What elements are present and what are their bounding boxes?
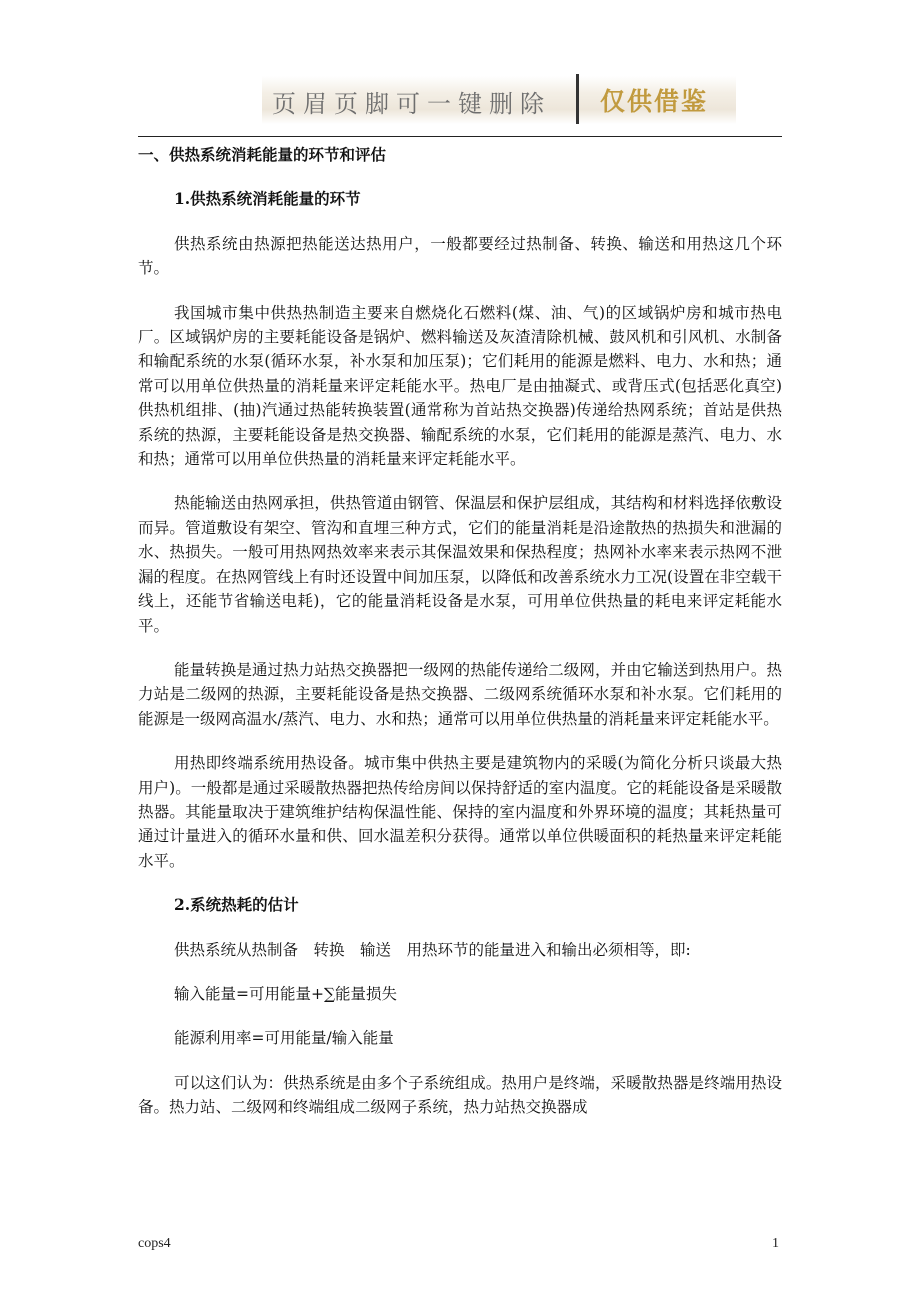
footer-left-text: cops4 — [138, 1236, 171, 1251]
equation-1: 输入能量=可用能量+∑能量损失 — [174, 984, 398, 1003]
header-rule — [138, 136, 782, 137]
paragraph-2: 我国城市集中供热热制造主要来自燃烧化石燃料(煤、油、气)的区域锅炉房和城市热电厂。区域锅炉房的主要耗能设备是锅炉、燃料输送及灰渣清除机械、鼓风机和引风机、水制备和输配系统的水泵(循环水泵，补水泵和加压泵)；它们耗用的能源是燃料、电力、水和热；通常可以用单位供热量的消耗量来评定耗能水平。热电厂是由抽凝式、或背压式(包括恶化真空)供热机组排、(抽)汽通过热能转换装置(通常称为首站热交换器)传递给热网系统；首站是供热系统的热源，主要耗能设备是热交换器、输配系统的水泵，它们耗用的能源是蒸汽、电力、水和热；通常可以用单位供热量的消耗量来评定耗能水平。 — [138, 303, 782, 469]
paragraph-1: 供热系统由热源把热能送达热用户，一般都要经过热制备、转换、输送和用热这几个环节。 — [138, 234, 782, 278]
paragraph-4: 能量转换是通过热力站热交换器把一级网的热能传递给二级网，并由它输送到热用户。热力站是二级网的热源，主要耗能设备是热交换器、二级网系统循环水泵和补水泵。它们耗用的能源是一级网高温水/蒸汽、电力、水和热；通常可以用单位供热量的消耗量来评定耗能水平。 — [138, 660, 782, 728]
header-banner-left-text: 页眉页脚可一键删除 — [272, 90, 551, 118]
subsection-heading-2: 2.系统热耗的估计 — [174, 895, 299, 915]
paragraph-7: 可以这们认为：供热系统是由多个子系统组成。热用户是终端，采暖散热器是终端用热设备。热力站、二级网和终端组成二级网子系统，热力站热交换器成 — [138, 1073, 782, 1117]
page-number: 1 — [772, 1236, 779, 1251]
paragraph-6: 供热系统从热制备 转换 输送 用热环节的能量进入和输出必须相等，即: — [174, 940, 691, 959]
header-banner-right-text: 仅供借鉴 — [600, 87, 709, 116]
section-heading: 一、供热系统消耗能量的环节和评估 — [138, 145, 387, 164]
paragraph-5: 用热即终端系统用热设备。城市集中供热主要是建筑物内的采暖(为简化分析只谈最大热用户)。一般都是通过采暖散热器把热传给房间以保持舒适的室内温度。它的耗能设备是采暖散热器。其能量取决于建筑维护结构保温性能、保持的室内温度和外界环境的温度；其耗热量可通过计量进入的循环水量和供、回水温差积分获得。通常以单位供暖面积的耗热量来评定耗能水平。 — [138, 754, 782, 870]
equation-2: 能源利用率=可用能量/输入能量 — [174, 1029, 394, 1048]
document-body — [138, 143, 782, 1120]
header-banner-divider — [576, 74, 579, 124]
subsection-heading-1: 1.供热系统消耗能量的环节 — [174, 189, 361, 209]
paragraph-3: 热能输送由热网承担，供热管道由钢管、保温层和保护层组成，其结构和材料选择依敷设而异。管道敷设有架空、管沟和直埋三种方式，它们的能量消耗是沿途散热的热损失和泄漏的水、热损失。一般可用热网热效率来表示其保温效果和保热程度；热网补水率来表示热网不泄漏的程度。在热网管线上有时还设置中间加压泵，以降低和改善系统水力工况(设置在非空载干线上，还能节省输送电耗)，它的能量消耗设备是水泵，可用单位供热量的耗电来评定耗能水平。 — [138, 494, 782, 635]
